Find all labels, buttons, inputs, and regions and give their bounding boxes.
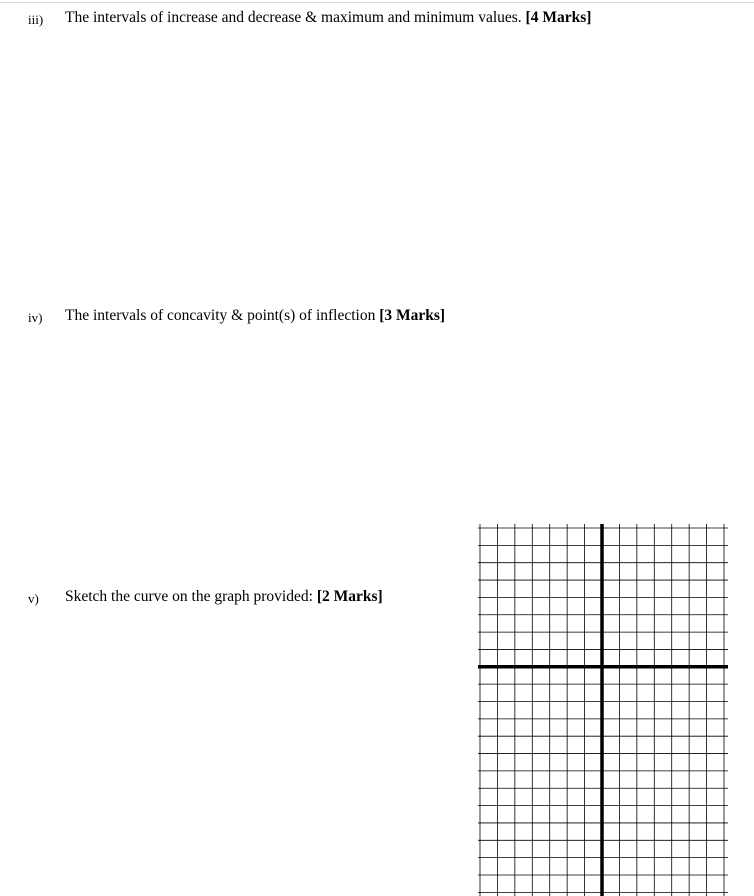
question-number: iv) <box>28 310 43 325</box>
graph-paper <box>478 524 728 896</box>
question-iv <box>0 304 754 328</box>
question-text-line <box>65 307 445 325</box>
question-iii <box>0 6 754 30</box>
question-text: The intervals of increase and decrease & maximum and minimum values. <box>65 9 522 26</box>
question-marks: [4 Marks] <box>525 9 592 26</box>
question-number: v) <box>28 591 39 606</box>
question-text: The intervals of concavity & point(s) of inflection <box>65 307 376 324</box>
question-number: iii) <box>28 12 44 27</box>
question-text: Sketch the curve on the graph provided: <box>65 588 313 605</box>
top-divider <box>0 2 754 3</box>
question-text-line <box>65 9 591 27</box>
graph-grid <box>478 524 728 896</box>
question-marks: [3 Marks] <box>379 307 446 324</box>
question-marks: [2 Marks] <box>316 588 383 605</box>
question-text-line <box>65 588 383 606</box>
